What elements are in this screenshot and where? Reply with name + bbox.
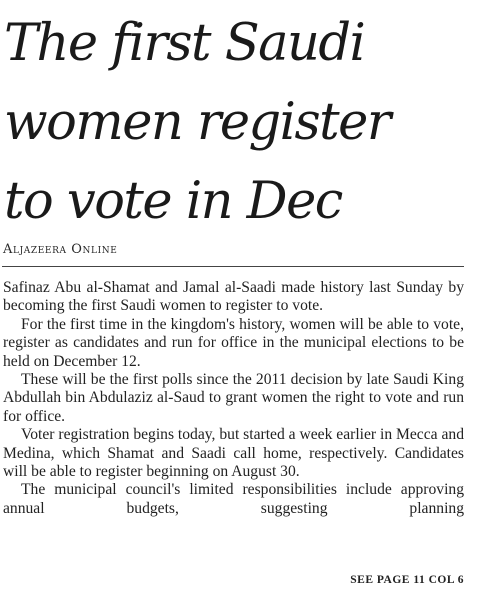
article-body — [3, 279, 464, 518]
headline-line-3: to vote in Dec — [4, 172, 342, 231]
byline-divider — [2, 266, 464, 267]
paragraph-4: Voter registration begins today, but started a week earlier in Mecca and Medina, which Shamat and Saadi call home, respectively. Candidates will be able to register beginning on August 30. — [3, 426, 464, 481]
continuation-jump-line: SEE PAGE 11 COL 6 — [350, 574, 464, 586]
headline-line-2: women register — [4, 93, 390, 152]
paragraph-1: Safinaz Abu al-Shamat and Jamal al-Saadi made history last Sunday by becoming the first Saudi women to register to vote. — [3, 279, 464, 315]
paragraph-3: These will be the first polls since the 2011 decision by late Saudi King Abdullah bin Abdulaziz al-Saud to grant women the right to vote and run for office. — [3, 371, 464, 425]
byline: Aljazeera Online — [3, 242, 118, 257]
headline — [4, 4, 478, 241]
headline-line-1: The first Saudi — [4, 14, 365, 73]
paragraph-5: The municipal council's limited responsibilities include approving annual budgets, suggesting planning — [3, 481, 464, 517]
paragraph-2: For the first time in the kingdom's history, women will be able to vote, register as candidates and run for office in the municipal elections to be held on December 12. — [3, 315, 464, 370]
